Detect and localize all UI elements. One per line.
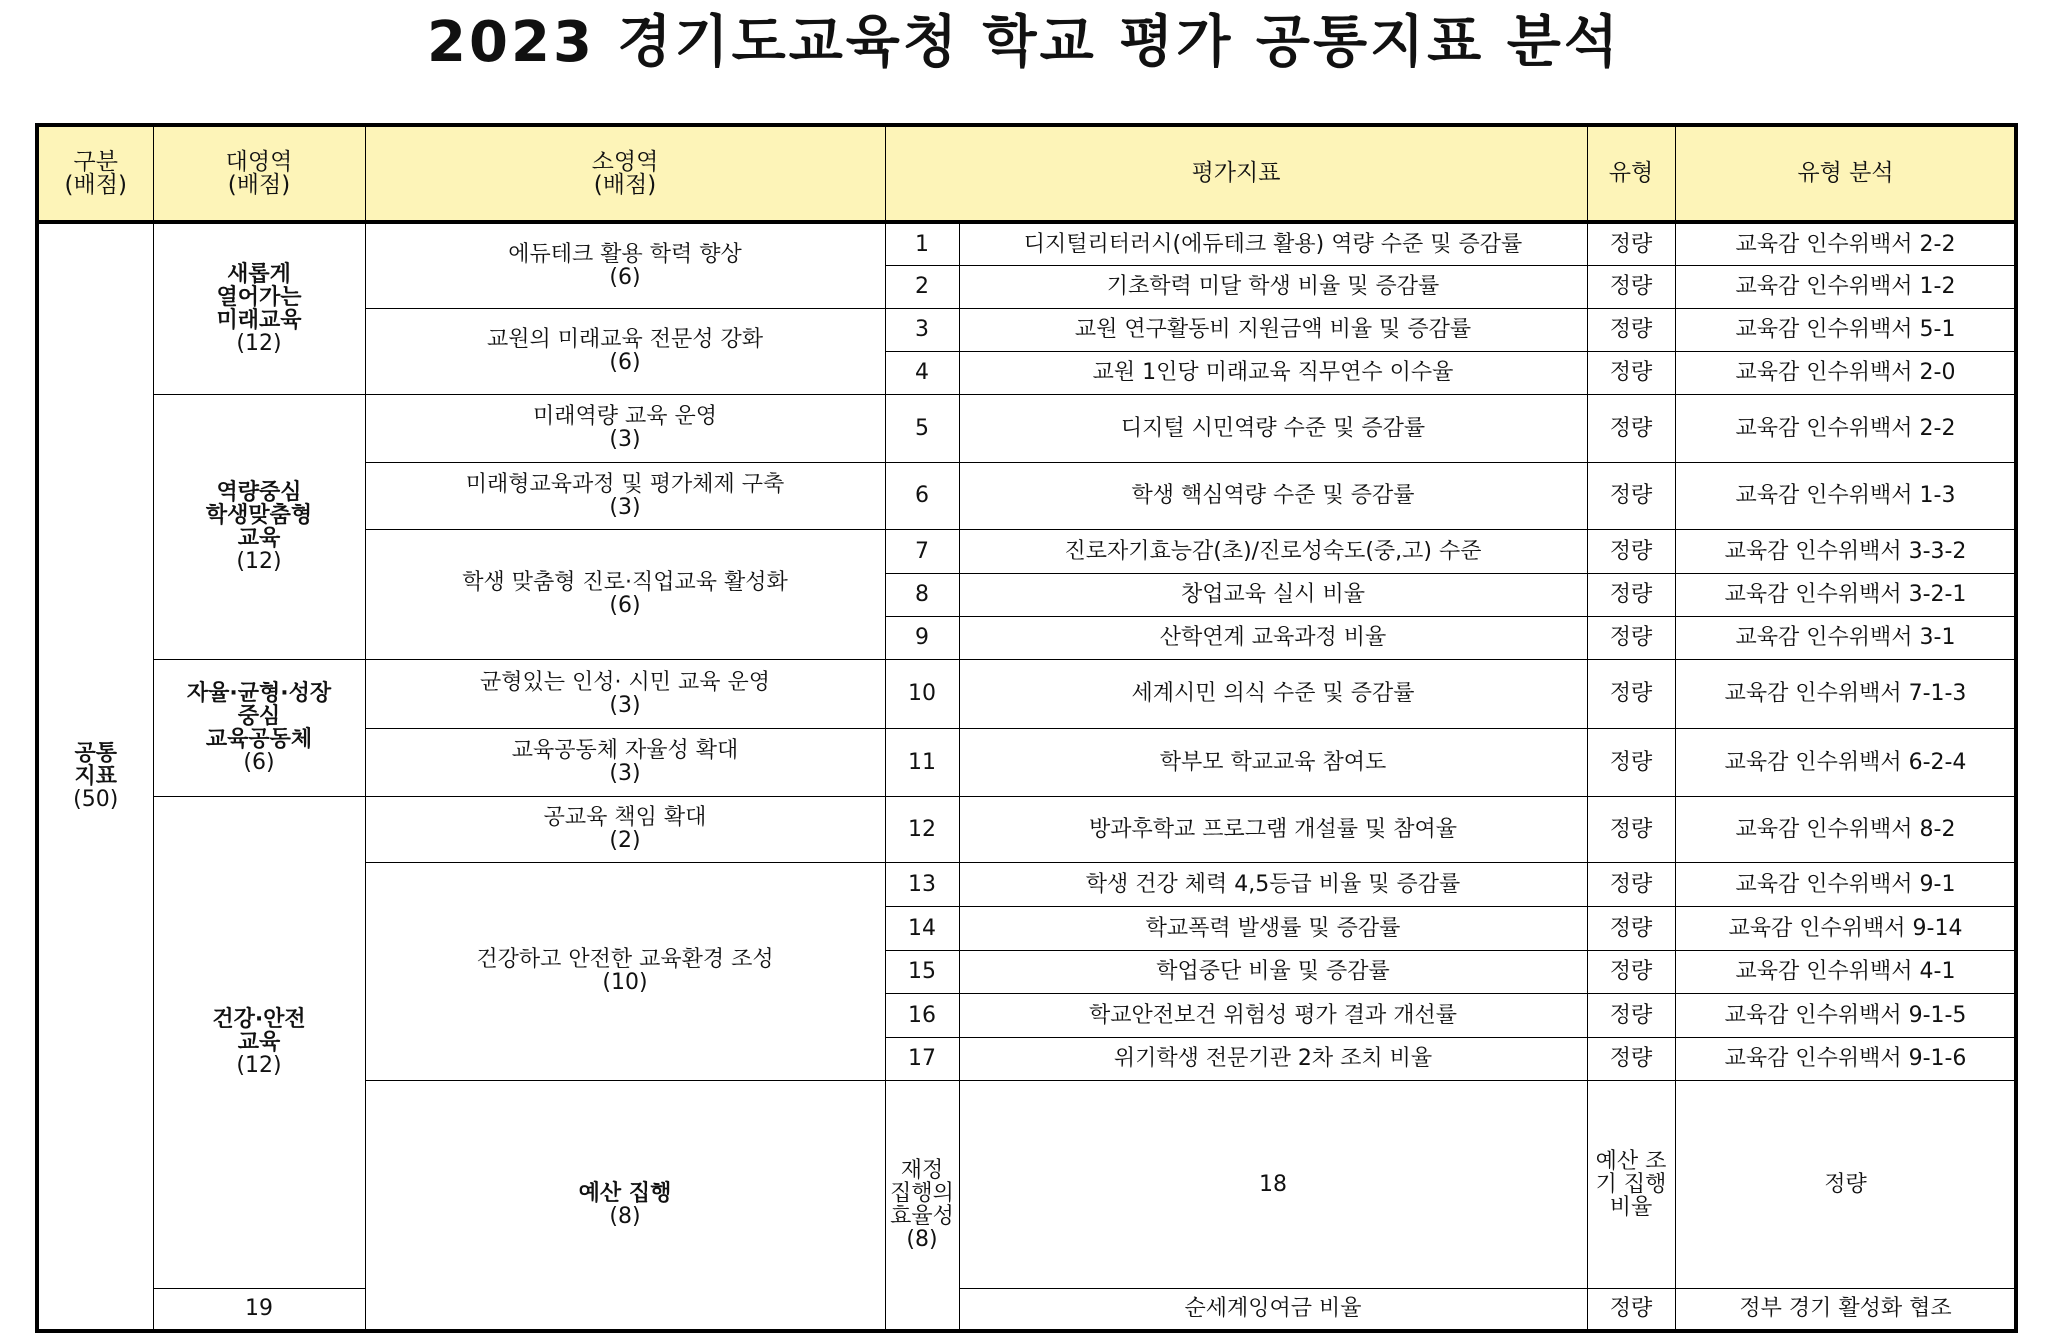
indicator-analysis: 교육감 인수위백서 6-2-4 bbox=[1675, 728, 2016, 796]
header-gubun: 구분 (배점) bbox=[37, 125, 153, 222]
indicator-type: 정량 bbox=[1587, 616, 1675, 659]
indicator-type: 정량 bbox=[1587, 394, 1675, 462]
indicator-text: 순세계잉여금 비율 bbox=[959, 1288, 1587, 1331]
indicator-text: 진로자기효능감(초)/진로성숙도(중,고) 수준 bbox=[959, 529, 1587, 573]
indicator-type: 정량 bbox=[1587, 573, 1675, 616]
indicator-number: 17 bbox=[885, 1037, 959, 1080]
major-area-cell: 역량중심 학생맞춤형 교육 (12) bbox=[153, 394, 365, 659]
indicator-analysis: 교육감 인수위백서 1-3 bbox=[1675, 462, 2016, 529]
indicator-text: 창업교육 실시 비율 bbox=[959, 573, 1587, 616]
major-area-cell: 건강·안전 교육 (12) bbox=[153, 796, 365, 1288]
category-cell: 공통 지표 (50) bbox=[37, 222, 153, 1331]
minor-area-cell: 미래형교육과정 및 평가체제 구축 (3) bbox=[365, 462, 885, 529]
indicator-type: 정량 bbox=[1587, 993, 1675, 1037]
indicator-type: 정량 bbox=[1587, 222, 1675, 265]
minor-area-cell: 균형있는 인성· 시민 교육 운영 (3) bbox=[365, 659, 885, 728]
indicator-text: 학업중단 비율 및 증감률 bbox=[959, 950, 1587, 993]
indicator-analysis: 교육감 인수위백서 9-1 bbox=[1675, 862, 2016, 906]
indicator-number: 4 bbox=[885, 351, 959, 394]
indicator-text: 기초학력 미달 학생 비율 및 증감률 bbox=[959, 265, 1587, 308]
header-indicator: 평가지표 bbox=[885, 125, 1587, 222]
major-area-cell: 새롭게 열어가는 미래교육 (12) bbox=[153, 222, 365, 394]
indicator-number: 12 bbox=[885, 796, 959, 862]
indicator-analysis: 교육감 인수위백서 5-1 bbox=[1675, 308, 2016, 351]
indicator-text: 학교안전보건 위험성 평가 결과 개선률 bbox=[959, 993, 1587, 1037]
table-row bbox=[37, 659, 2016, 728]
minor-area-cell: 공교육 책임 확대 (2) bbox=[365, 796, 885, 862]
minor-area-cell: 미래역량 교육 운영 (3) bbox=[365, 394, 885, 462]
indicator-analysis: 교육감 인수위백서 3-2-1 bbox=[1675, 573, 2016, 616]
indicator-analysis: 교육감 인수위백서 9-14 bbox=[1675, 906, 2016, 950]
indicator-type: 정량 bbox=[1587, 265, 1675, 308]
indicator-type: 정량 bbox=[1587, 351, 1675, 394]
indicator-number: 8 bbox=[885, 573, 959, 616]
indicator-text: 학부모 학교교육 참여도 bbox=[959, 728, 1587, 796]
indicator-analysis: 정부 경기 활성화 협조 bbox=[1675, 1288, 2016, 1331]
indicator-type: 정량 bbox=[1587, 1037, 1675, 1080]
indicator-text: 세계시민 의식 수준 및 증감률 bbox=[959, 659, 1587, 728]
indicator-type: 정량 bbox=[1587, 1288, 1675, 1331]
indicator-type: 정량 bbox=[1587, 659, 1675, 728]
indicator-text: 학교폭력 발생률 및 증감률 bbox=[959, 906, 1587, 950]
indicator-text: 산학연계 교육과정 비율 bbox=[959, 616, 1587, 659]
indicator-number: 16 bbox=[885, 993, 959, 1037]
indicator-text: 디지털 시민역량 수준 및 증감률 bbox=[959, 394, 1587, 462]
indicator-analysis: 교육감 인수위백서 1-2 bbox=[1675, 265, 2016, 308]
indicator-analysis: 교육감 인수위백서 3-1 bbox=[1675, 616, 2016, 659]
indicator-analysis: 교육감 인수위백서 8-2 bbox=[1675, 796, 2016, 862]
indicator-text: 학생 건강 체력 4,5등급 비율 및 증감률 bbox=[959, 862, 1587, 906]
header-type: 유형 bbox=[1587, 125, 1675, 222]
indicator-analysis: 교육감 인수위백서 7-1-3 bbox=[1675, 659, 2016, 728]
header-major-area: 대영역 (배점) bbox=[153, 125, 365, 222]
header-minor-area: 소영역 (배점) bbox=[365, 125, 885, 222]
indicator-text: 교원 1인당 미래교육 직무연수 이수율 bbox=[959, 351, 1587, 394]
indicator-type: 정량 bbox=[1587, 308, 1675, 351]
indicator-type: 정량 bbox=[1587, 862, 1675, 906]
minor-area-cell: 재정 집행의 효율성 (8) bbox=[885, 1080, 959, 1331]
indicator-analysis: 교육감 인수위백서 9-1-5 bbox=[1675, 993, 2016, 1037]
indicator-analysis: 교육감 인수위백서 2-2 bbox=[1675, 394, 2016, 462]
table-row bbox=[37, 1288, 2016, 1331]
indicator-analysis: 교육감 인수위백서 9-1-6 bbox=[1675, 1037, 2016, 1080]
minor-area-cell: 학생 맞춤형 진로·직업교육 활성화 (6) bbox=[365, 529, 885, 659]
indicator-number: 18 bbox=[959, 1080, 1587, 1288]
minor-area-cell: 교육공동체 자율성 확대 (3) bbox=[365, 728, 885, 796]
indicator-type: 정량 bbox=[1587, 529, 1675, 573]
indicator-text: 교원 연구활동비 지원금액 비율 및 증감률 bbox=[959, 308, 1587, 351]
indicator-number: 1 bbox=[885, 222, 959, 265]
indicator-analysis: 교육감 인수위백서 3-3-2 bbox=[1675, 529, 2016, 573]
table-row bbox=[37, 222, 2016, 265]
indicator-number: 13 bbox=[885, 862, 959, 906]
major-area-cell: 예산 집행 (8) bbox=[365, 1080, 885, 1331]
header-row bbox=[37, 125, 2016, 222]
indicator-analysis: 교육감 인수위백서 2-0 bbox=[1675, 351, 2016, 394]
table-row bbox=[37, 394, 2016, 462]
indicator-number: 10 bbox=[885, 659, 959, 728]
indicator-type: 정량 bbox=[1587, 950, 1675, 993]
indicator-text: 디지털리터러시(에듀테크 활용) 역량 수준 및 증감률 bbox=[959, 222, 1587, 265]
indicator-type: 정량 bbox=[1675, 1080, 2016, 1288]
page-title: 2023 경기도교육청 학교 평가 공통지표 분석 bbox=[427, 10, 1621, 75]
indicator-number: 15 bbox=[885, 950, 959, 993]
header-analysis: 유형 분석 bbox=[1675, 125, 2016, 222]
indicator-number: 3 bbox=[885, 308, 959, 351]
indicator-type: 정량 bbox=[1587, 796, 1675, 862]
indicator-number: 11 bbox=[885, 728, 959, 796]
indicator-text: 방과후학교 프로그램 개설률 및 참여율 bbox=[959, 796, 1587, 862]
indicator-type: 정량 bbox=[1587, 728, 1675, 796]
indicator-type: 정량 bbox=[1587, 906, 1675, 950]
indicator-type: 정량 bbox=[1587, 462, 1675, 529]
indicator-text: 학생 핵심역량 수준 및 증감률 bbox=[959, 462, 1587, 529]
indicator-text: 위기학생 전문기관 2차 조치 비율 bbox=[959, 1037, 1587, 1080]
major-area-cell: 자율·균형·성장 중심 교육공동체 (6) bbox=[153, 659, 365, 796]
indicator-number: 19 bbox=[153, 1288, 365, 1331]
indicator-number: 9 bbox=[885, 616, 959, 659]
indicator-text: 예산 조기 집행 비율 bbox=[1587, 1080, 1675, 1288]
indicator-analysis: 교육감 인수위백서 4-1 bbox=[1675, 950, 2016, 993]
indicator-analysis: 교육감 인수위백서 2-2 bbox=[1675, 222, 2016, 265]
indicator-number: 5 bbox=[885, 394, 959, 462]
indicator-number: 7 bbox=[885, 529, 959, 573]
table-row bbox=[37, 796, 2016, 862]
minor-area-cell: 교원의 미래교육 전문성 강화 (6) bbox=[365, 308, 885, 394]
indicator-number: 2 bbox=[885, 265, 959, 308]
indicator-number: 6 bbox=[885, 462, 959, 529]
indicator-table bbox=[35, 123, 2018, 1333]
minor-area-cell: 에듀테크 활용 학력 향상 (6) bbox=[365, 222, 885, 308]
indicator-number: 14 bbox=[885, 906, 959, 950]
minor-area-cell: 건강하고 안전한 교육환경 조성 (10) bbox=[365, 862, 885, 1080]
